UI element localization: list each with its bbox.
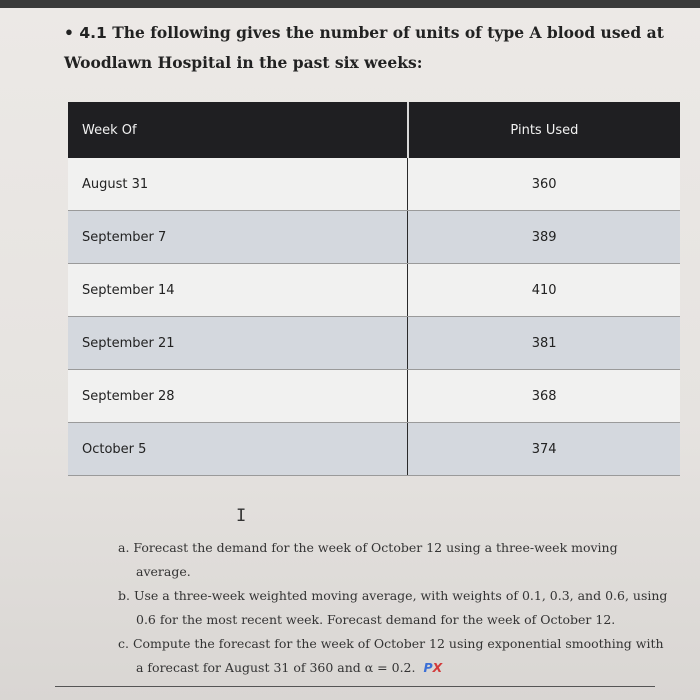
question-list bbox=[118, 536, 668, 680]
header-week-of: Week Of bbox=[68, 102, 408, 158]
question-text: Forecast the demand for the week of October 12 using a three-week moving average. bbox=[133, 540, 618, 579]
problem-text: The following gives the number of units of type A blood used at Woodlawn Hospital in the past six weeks: bbox=[64, 23, 664, 72]
question-a bbox=[118, 536, 668, 584]
bullet: • bbox=[64, 23, 74, 42]
question-label: c. bbox=[118, 636, 129, 651]
table-row bbox=[68, 423, 680, 476]
px-logo-p: P bbox=[423, 660, 433, 675]
question-b bbox=[118, 584, 668, 632]
pints-cell: 374 bbox=[408, 423, 680, 476]
week-cell: September 14 bbox=[68, 264, 408, 317]
pints-cell: 410 bbox=[408, 264, 680, 317]
pints-cell: 381 bbox=[408, 317, 680, 370]
question-c bbox=[118, 632, 668, 680]
text-cursor-icon: I bbox=[236, 506, 247, 526]
week-cell: August 31 bbox=[68, 158, 408, 211]
question-text: Use a three-week weighted moving average, with weights of 0.1, 0.3, and 0.6, using 0.6 for the most recent week. Forecast demand for the week of October 12. bbox=[133, 588, 668, 627]
pints-cell: 360 bbox=[408, 158, 680, 211]
table-row bbox=[68, 158, 680, 211]
table-row bbox=[68, 370, 680, 423]
week-cell: October 5 bbox=[68, 423, 408, 476]
week-cell: September 28 bbox=[68, 370, 408, 423]
question-label: b. bbox=[118, 588, 130, 603]
problem-number: 4.1 bbox=[79, 24, 107, 42]
pints-cell: 368 bbox=[408, 370, 680, 423]
week-cell: September 21 bbox=[68, 317, 408, 370]
table-header-row bbox=[68, 102, 680, 158]
problem-heading bbox=[64, 18, 664, 77]
week-cell: September 7 bbox=[68, 211, 408, 264]
bottom-divider bbox=[55, 686, 655, 687]
table-row bbox=[68, 211, 680, 264]
top-edge-bar bbox=[0, 0, 700, 8]
header-pints-used: Pints Used bbox=[408, 102, 680, 158]
table-row bbox=[68, 264, 680, 317]
blood-usage-table bbox=[68, 102, 680, 476]
table-row bbox=[68, 317, 680, 370]
question-text: Compute the forecast for the week of October 12 using exponential smoothing with a forecast for August 31 of 360 and α = 0.2. bbox=[132, 636, 664, 675]
px-logo-x: X bbox=[432, 660, 443, 675]
pints-cell: 389 bbox=[408, 211, 680, 264]
question-label: a. bbox=[118, 540, 130, 555]
px-logo-icon bbox=[423, 660, 442, 675]
